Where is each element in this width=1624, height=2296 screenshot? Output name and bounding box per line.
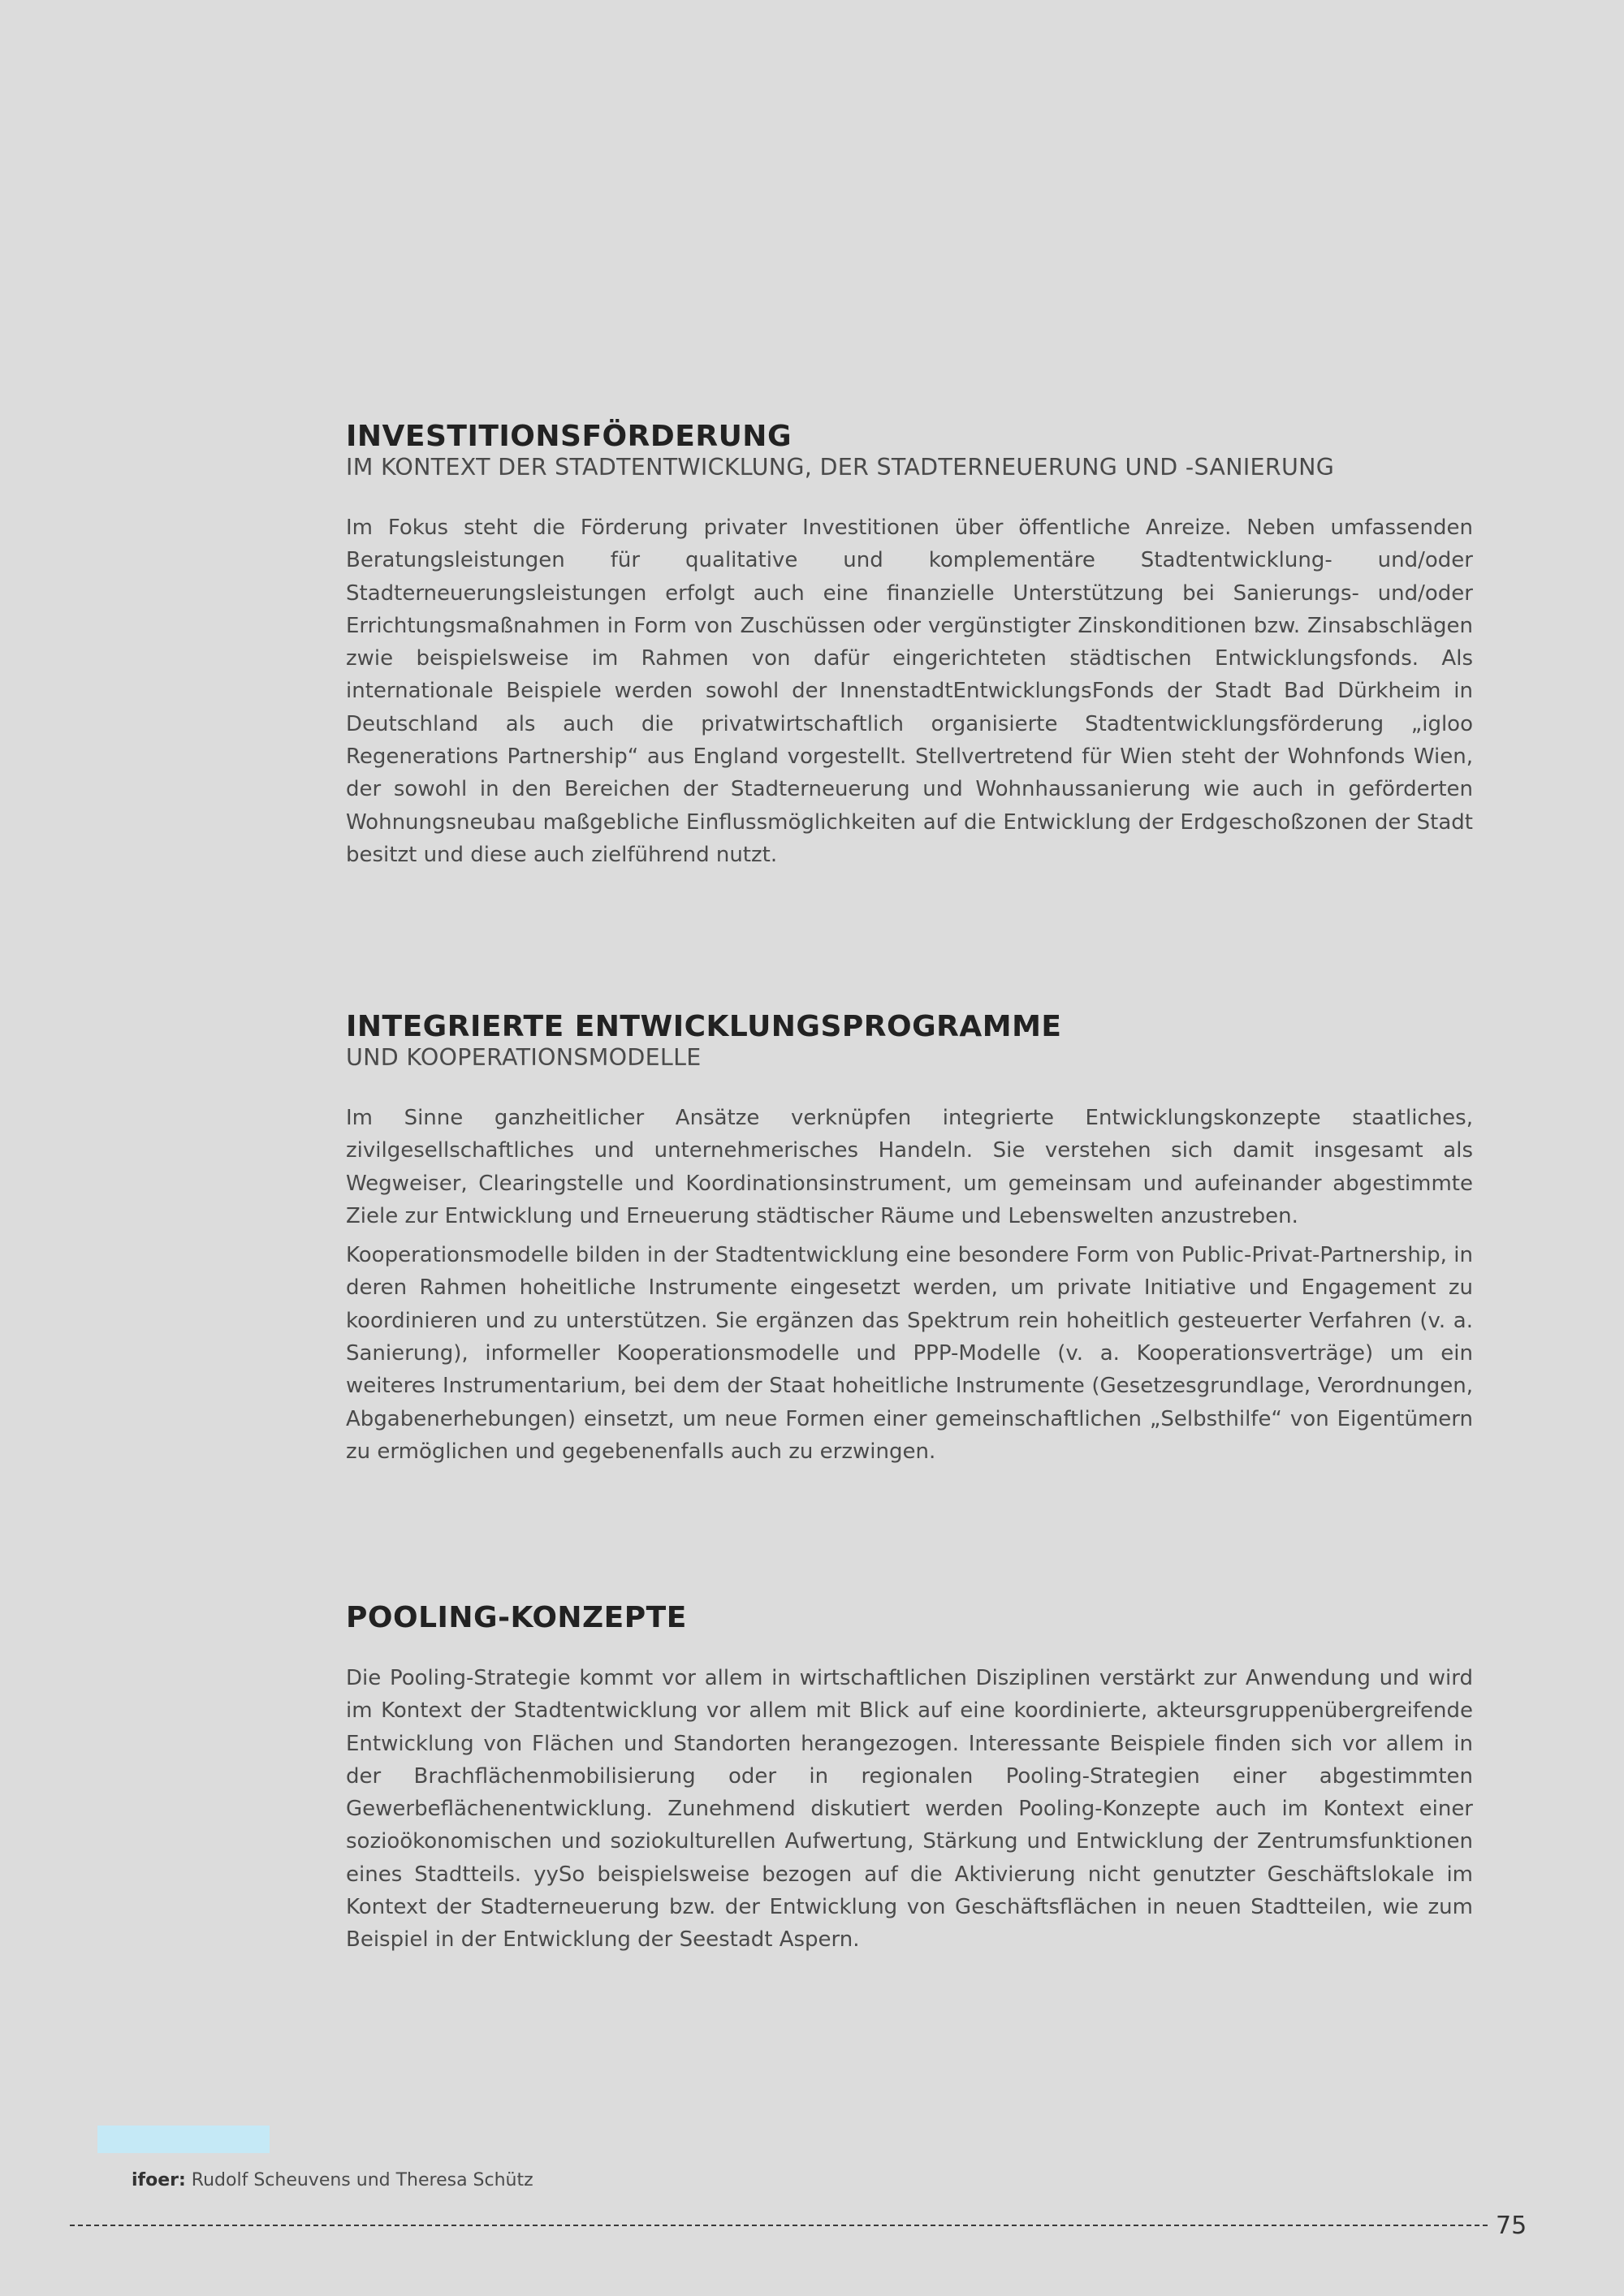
- section-subtitle: UND KOOPERATIONSMODELLE: [346, 1044, 702, 1071]
- section-title: POOLING-KONZEPTE: [346, 1601, 687, 1634]
- section-title: INVESTITIONSFÖRDERUNG: [346, 420, 792, 453]
- section-pooling-konzepte: [346, 1602, 1473, 1957]
- body-paragraph: Die Pooling-Strategie kommt vor allem in wirtschaftlichen Disziplinen verstärkt zur Anwendung und wird im Kontext der Stadtentwicklung vor allem mit Blick auf eine koordinierte, akteursgruppenübergreifende Entwicklung von Flächen und Standorten herangezogen. Interessante Beispiele finden sich vor allem in der Brachflächenmobilisierung oder in regionalen Pooling-Strategien einer abgestimmten Gewerbeflächenentwicklung. Zunehmend diskutiert werden Pooling-Konzepte auch im Kontext einer sozioökonomischen und soziokulturellen Aufwertung, Stärkung und Entwicklung der Zentrumsfunktionen eines Stadtteils. yySo beispielsweise bezogen auf die Aktivierung nicht genutzter Geschäftslokale im Kontext der Stadterneuerung bzw. der Entwicklung von Geschäftsflächen in neuen Stadtteilen, wie zum Beispiel in der Entwicklung der Seestadt Aspern.: [346, 1666, 1473, 1953]
- section-investitionsfoerderung: [346, 421, 1473, 871]
- section-integrierte-entwicklungsprogramme: [346, 1011, 1473, 1468]
- body-paragraph: Im Sinne ganzheitlicher Ansätze verknüpfen integrierte Entwicklungskonzepte staatliches, zivilgesellschaftliches und unternehmerisches Handeln. Sie verstehen sich damit insgesamt als Wegweiser, Clearingstelle und Koordinationsinstrument, um gemeinsam und aufeinander abgestimmte Ziele zur Entwicklung und Erneuerung städtischer Räume und Lebenswelten anzustreben.: [346, 1106, 1473, 1228]
- footer-dashed-divider: [70, 2225, 1488, 2226]
- page-number: 75: [1496, 2212, 1527, 2240]
- section-title: INTEGRIERTE ENTWICKLUNGSPROGRAMME: [346, 1010, 1062, 1043]
- body-paragraph: Kooperationsmodelle bilden in der Stadtentwicklung eine besondere Form von Public-Privat-Partnership, in deren Rahmen hoheitliche Instrumente eingesetzt werden, um private Initiative und Engagement zu koordinieren und zu unterstützen. Sie ergänzen das Spektrum rein hoheitlich gesteuerter Verfahren (v. a. Sanierung), informeller Kooperationsmodelle und PPP-Modelle (v. a. Kooperationsverträge) um ein weiteres Instrumentarium, bei dem der Staat hoheitliche Instrumente (Gesetzesgrundlage, Verordnungen, Abgabenerhebungen) einsetzt, um neue Formen einer gemeinschaftlichen „Selbsthilfe“ von Eigentümern zu ermöglichen und gegebenenfalls auch zu erzwingen.: [346, 1243, 1473, 1464]
- section-subtitle: IM KONTEXT DER STADTENTWICKLUNG, DER STADTERNEUERUNG UND -SANIERUNG: [346, 454, 1335, 481]
- footer-credit: [132, 2169, 533, 2192]
- credit-label: ifoer:: [132, 2170, 186, 2190]
- credit-names: Rudolf Scheuvens und Theresa Schütz: [191, 2170, 533, 2190]
- body-paragraph: Im Fokus steht die Förderung privater Investitionen über öffentliche Anreize. Neben umfassenden Beratungsleistungen für qualitative und komplementäre Stadtentwicklung- und/oder Stadterneuerungsleistungen erfolgt auch eine finanzielle Unterstützung bei Sanierungs- und/oder Errichtungsmaßnahmen in Form von Zuschüssen oder vergünstigter Zinskonditionen bzw. Zinsabschlägen zwie beispielsweise im Rahmen von dafür eingerichteten städtischen Entwicklungsfonds. Als internationale Beispiele werden sowohl der InnenstadtEntwicklungsFonds der Stadt Bad Dürkheim in Deutschland als auch die privatwirtschaftlich organisierte Stadtentwicklungsförderung „igloo Regenerations Partnership“ aus England vorgestellt. Stellvertretend für Wien steht der Wohnfonds Wien, der sowohl in den Bereichen der Stadterneuerung und Wohnhaussanierung wie auch in geförderten Wohnungsneubau maßgebliche Einflussmöglichkeiten auf die Entwicklung der Erdgeschoßzonen der Stadt besitzt und diese auch zielführend nutzt.: [346, 516, 1473, 867]
- accent-color-block: [97, 2126, 270, 2153]
